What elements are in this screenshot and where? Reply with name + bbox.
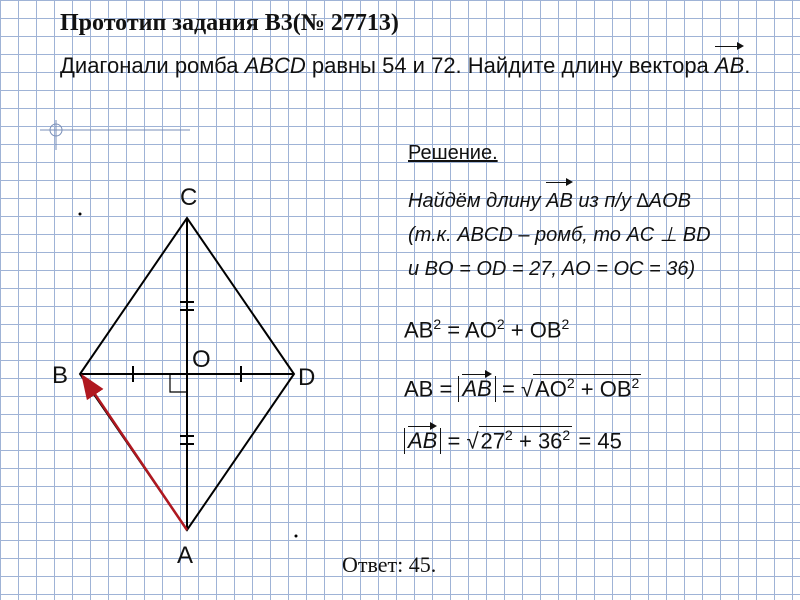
sqrt-symbol: √ [466,428,479,454]
formula-modulus [404,428,441,454]
formula-operator: = [578,428,592,454]
solution-line-1 [408,184,788,218]
slide-cursor-marker [40,120,190,150]
formula-term: OB [599,376,632,402]
formula-result: 45 [597,428,622,454]
point-label-d: D [298,364,316,391]
task-text-middle: равны 54 и 72. Найдите длину вектора [305,53,715,78]
slide-title: Прототип задания B3(№ 27713) [60,10,399,36]
formula-exponent: 2 [566,375,575,391]
solution-text [408,184,788,286]
solution-line-3: и BO = OD = 27, AO = OC = 36) [408,258,696,280]
stray-dot [79,213,82,216]
formula-exponent: 2 [631,375,640,391]
formula-modulus [458,376,495,402]
formula-term: AO [535,376,567,402]
formula-operator: + [580,376,594,402]
sqrt-radicand [479,426,573,454]
task-text-after: . [744,53,751,78]
formula-term: AO [465,317,497,343]
vector-ab-arrow [84,378,187,530]
formula-term: 36 [537,428,563,454]
formula-operator: + [518,428,532,454]
right-angle-mark [170,374,187,392]
formula-vector-length [404,374,641,402]
task-vector-ab: AB [715,48,744,84]
solution-line-1-start: Найдём длину [408,190,547,212]
formula-operator: = [447,317,461,343]
formula-exponent: 2 [562,427,571,443]
formula-operator: = [439,376,453,402]
formula-term: OB [529,317,562,343]
solution-line-1-end: из п/у ∆AOB [572,190,691,212]
point-label-b: B [52,362,69,389]
formula-exponent: 2 [561,316,570,332]
formula-operator: = [447,428,461,454]
formula-operator: = [501,376,515,402]
formula-exponent: 2 [433,316,442,332]
formula-vector-ab: AB [462,376,492,402]
point-label-a: A [177,542,194,569]
point-label-o: O [192,346,211,373]
formula-pythagoras [404,316,569,343]
task-text-before: Диагонали ромба [60,53,245,78]
solution-line-2: (т.к. ABCD – ромб, то AC ⊥ BD [408,224,711,246]
formula-term: 27 [480,428,506,454]
formula-exponent: 2 [496,316,505,332]
formula-term: AB [404,376,434,402]
solution-heading: Решение. [408,142,498,164]
answer-text: Ответ: 45. [342,552,437,577]
stray-dot [295,535,298,538]
formula-exponent: 2 [505,427,513,443]
sqrt-symbol: √ [520,376,534,402]
task-rhombus-name: ABCD [244,53,306,78]
formula-term: AB [404,317,434,343]
point-label-c: C [180,184,198,211]
formula-numeric [404,426,622,454]
formula-operator: + [510,317,524,343]
solution-vector-ab: AB [546,184,573,218]
sqrt-radicand [533,374,641,402]
formula-vector-ab: AB [408,428,438,454]
